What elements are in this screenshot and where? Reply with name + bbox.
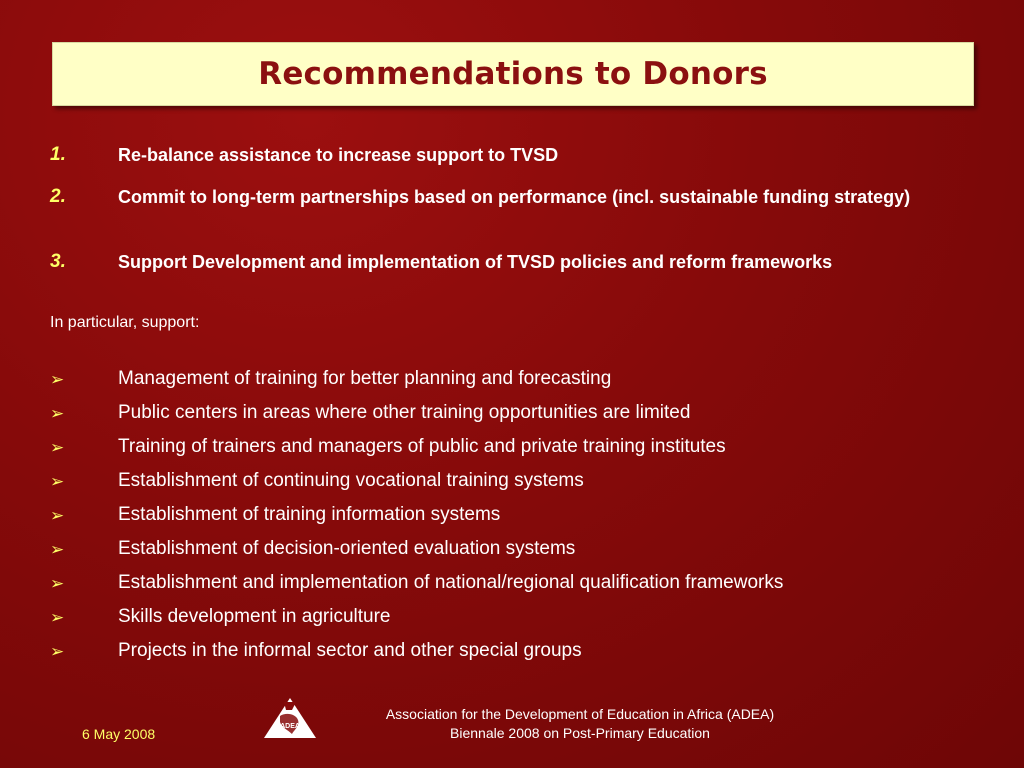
slide-title: Recommendations to Donors <box>258 56 768 92</box>
numbered-item-3 <box>50 251 950 273</box>
arrow-bullet-icon: ➢ <box>50 573 65 593</box>
arrow-bullet-icon: ➢ <box>50 539 65 559</box>
footer-org-line1: Association for the Development of Education in Africa (ADEA) <box>385 706 775 722</box>
bullet-text: Establishment of decision-oriented evaluation systems <box>118 538 576 559</box>
bullet-text: Establishment and implementation of national/regional qualification frameworks <box>118 572 784 593</box>
bullet-text: Training of trainers and managers of public and private training institutes <box>118 436 726 457</box>
list-item <box>50 532 990 566</box>
bullet-text: Public centers in areas where other training opportunities are limited <box>118 402 691 423</box>
item-number: 3. <box>50 251 66 272</box>
footer-org-line2: Biennale 2008 on Post-Primary Education <box>450 725 710 741</box>
adea-logo-icon <box>262 696 318 740</box>
arrow-bullet-icon: ➢ <box>50 471 65 491</box>
item-text: Support Development and implementation of TVSD policies and reform frameworks <box>118 252 833 272</box>
list-item <box>50 430 990 464</box>
list-item <box>50 566 990 600</box>
footer-date: 6 May 2008 <box>82 726 156 742</box>
list-item <box>50 362 990 396</box>
arrow-bullet-icon: ➢ <box>50 369 65 389</box>
list-item <box>50 498 990 532</box>
item-number: 2. <box>50 186 66 207</box>
arrow-bullet-icon: ➢ <box>50 403 65 423</box>
arrow-bullet-icon: ➢ <box>50 437 65 457</box>
list-item <box>50 634 990 668</box>
bullet-text: Projects in the informal sector and other special groups <box>118 640 582 661</box>
bullet-text: Management of training for better planning and forecasting <box>118 368 612 389</box>
item-text: Commit to long-term partnerships based on performance (incl. sustainable funding strategy) <box>118 187 911 207</box>
bullet-text: Skills development in agriculture <box>118 606 391 627</box>
intro-text: In particular, support: <box>50 314 200 331</box>
numbered-item-2 <box>50 186 950 208</box>
bullet-list <box>50 362 990 668</box>
numbered-item-1 <box>50 144 950 166</box>
list-item <box>50 600 990 634</box>
item-number: 1. <box>50 144 66 165</box>
bullet-text: Establishment of training information systems <box>118 504 501 525</box>
arrow-bullet-icon: ➢ <box>50 607 65 627</box>
footer-organization <box>330 705 830 743</box>
svg-text:ADEA: ADEA <box>280 723 300 730</box>
arrow-bullet-icon: ➢ <box>50 641 65 661</box>
title-box <box>52 42 974 106</box>
list-item <box>50 464 990 498</box>
list-item <box>50 396 990 430</box>
bullet-text: Establishment of continuing vocational training systems <box>118 470 584 491</box>
item-text: Re-balance assistance to increase support to TVSD <box>118 145 559 165</box>
arrow-bullet-icon: ➢ <box>50 505 65 525</box>
